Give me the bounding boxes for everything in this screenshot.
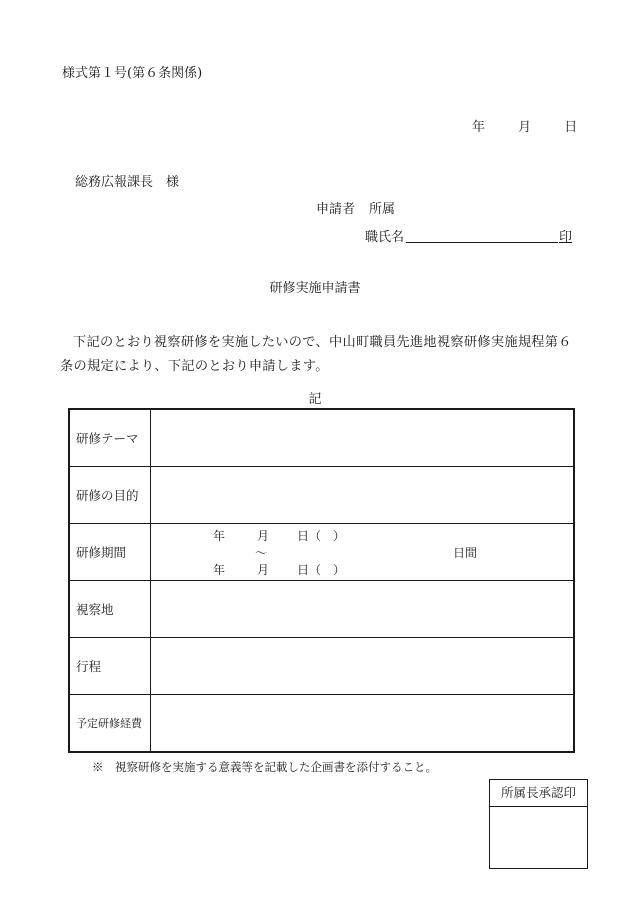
application-table <box>68 408 575 753</box>
itinerary-field[interactable] <box>151 638 575 695</box>
approval-seal-area[interactable] <box>490 807 587 868</box>
cost-field[interactable] <box>151 695 575 753</box>
table-row-purpose <box>69 467 574 524</box>
date-line <box>472 116 577 135</box>
date-year: 年 <box>472 120 486 135</box>
period-start-year: 年 <box>213 529 226 543</box>
period-start-day: 日（ ） <box>297 529 346 543</box>
period-days: 日間 <box>453 546 478 560</box>
approval-label: 所属長承認印 <box>490 780 587 807</box>
period-tilde: ～ <box>255 546 268 560</box>
name-field[interactable] <box>406 228 558 243</box>
date-month: 月 <box>518 120 532 135</box>
period-field[interactable] <box>151 524 575 581</box>
form-number: 様式第１号(第６条関係) <box>62 66 203 81</box>
row-label: 行程 <box>69 638 151 695</box>
affiliation-label: 所属 <box>369 202 396 217</box>
row-label: 研修の目的 <box>69 467 151 524</box>
row-label: 視察地 <box>69 581 151 638</box>
addressee: 総務広報課長 様 <box>75 175 180 190</box>
applicant-label: 申請者 <box>316 202 356 217</box>
ki-mark: 記 <box>308 392 322 407</box>
purpose-field[interactable] <box>151 467 575 524</box>
table-row-theme <box>69 409 574 467</box>
name-label: 職氏名 <box>365 230 405 245</box>
row-label: 研修テーマ <box>69 409 151 467</box>
name-line <box>365 226 572 245</box>
table-row-itinerary <box>69 638 574 695</box>
approval-seal-box <box>489 779 588 869</box>
period-end-month: 月 <box>257 563 270 577</box>
document-title: 研修実施申請書 <box>269 281 361 296</box>
row-label: 予定研修経費 <box>69 695 151 753</box>
site-field[interactable] <box>151 581 575 638</box>
table-row-cost <box>69 695 574 753</box>
table-row-period <box>69 524 574 581</box>
period-end-year: 年 <box>213 563 226 577</box>
table-row-site <box>69 581 574 638</box>
footnote: ※ 視察研修を実施する意義等を記載した企画書を添付すること。 <box>92 760 437 774</box>
theme-field[interactable] <box>151 409 575 467</box>
row-label: 研修期間 <box>69 524 151 581</box>
seal-mark: 印 <box>559 230 573 245</box>
date-day: 日 <box>564 120 578 135</box>
period-start-month: 月 <box>257 529 270 543</box>
period-end-day: 日（ ） <box>297 563 346 577</box>
body-text: 下記のとおり視察研修を実施したいので、中山町職員先進地視察研修実施規程第６条の規定により、下記のとおり申請します。 <box>60 335 572 374</box>
applicant-line <box>316 198 395 217</box>
